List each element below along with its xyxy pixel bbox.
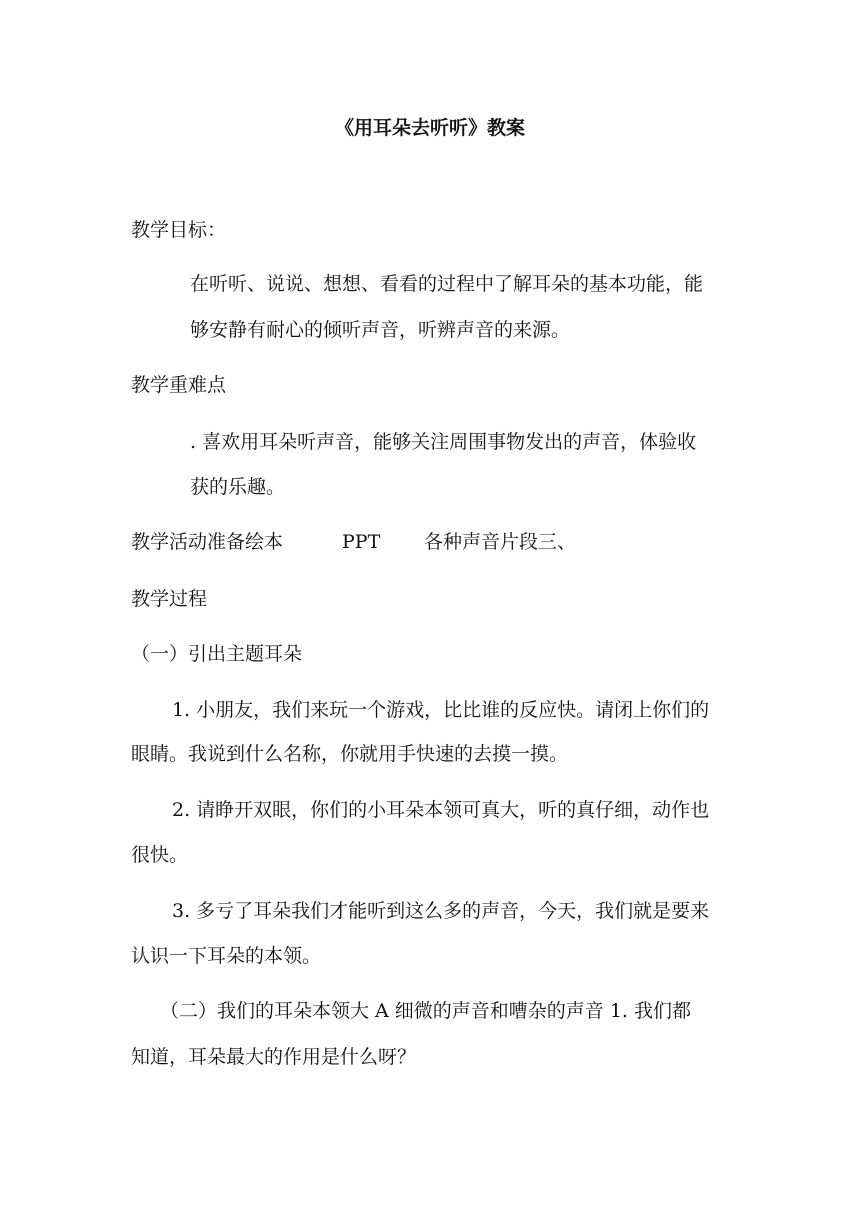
paragraph-line: 3. 多亏了耳朵我们才能听到这么多的声音，今天，我们就是要来 bbox=[172, 900, 710, 922]
heading-teaching-process: 教学过程 bbox=[131, 588, 208, 610]
paragraph-line: 眼睛。我说到什么名称，你就用手快速的去摸一摸。 bbox=[131, 743, 569, 765]
heading-teaching-goals: 教学目标： bbox=[131, 219, 227, 241]
paragraph-line: 1. 小朋友，我们来玩一个游戏，比比谁的反应快。请闭上你们的 bbox=[172, 699, 710, 721]
paragraph-line: . 喜欢用耳朵听声音，能够关注周围事物发出的声音，体验收 bbox=[190, 431, 697, 453]
paragraph-line: 认识一下耳朵的本领。 bbox=[131, 945, 322, 967]
preparation-item-sounds: 各种声音片段三、 bbox=[424, 531, 577, 553]
paragraph-line: 在听听、说说、想想、看看的过程中了解耳朵的基本功能，能 bbox=[190, 273, 704, 295]
paragraph-line: 获的乐趣。 bbox=[190, 476, 286, 498]
paragraph-line: 很快。 bbox=[131, 844, 189, 866]
paragraph-line: 够安静有耐心的倾听声音，听辨声音的来源。 bbox=[190, 319, 571, 341]
paragraph-line: 知道，耳朵最大的作用是什么呀？ bbox=[131, 1046, 417, 1068]
preparation-item-ppt: PPT bbox=[342, 531, 381, 553]
section-heading-1: （一）引出主题耳朵 bbox=[131, 643, 303, 665]
document-title: 《用耳朵去听听》教案 bbox=[334, 117, 525, 139]
preparation-label: 教学活动准备绘本 bbox=[131, 531, 284, 553]
heading-key-points: 教学重难点 bbox=[131, 374, 227, 396]
section-heading-2: （二）我们的耳朵本领大 A 细微的声音和嘈杂的声音 1. 我们都 bbox=[160, 1000, 692, 1022]
paragraph-line: 2. 请睁开双眼，你们的小耳朵本领可真大，听的真仔细，动作也 bbox=[172, 799, 710, 821]
